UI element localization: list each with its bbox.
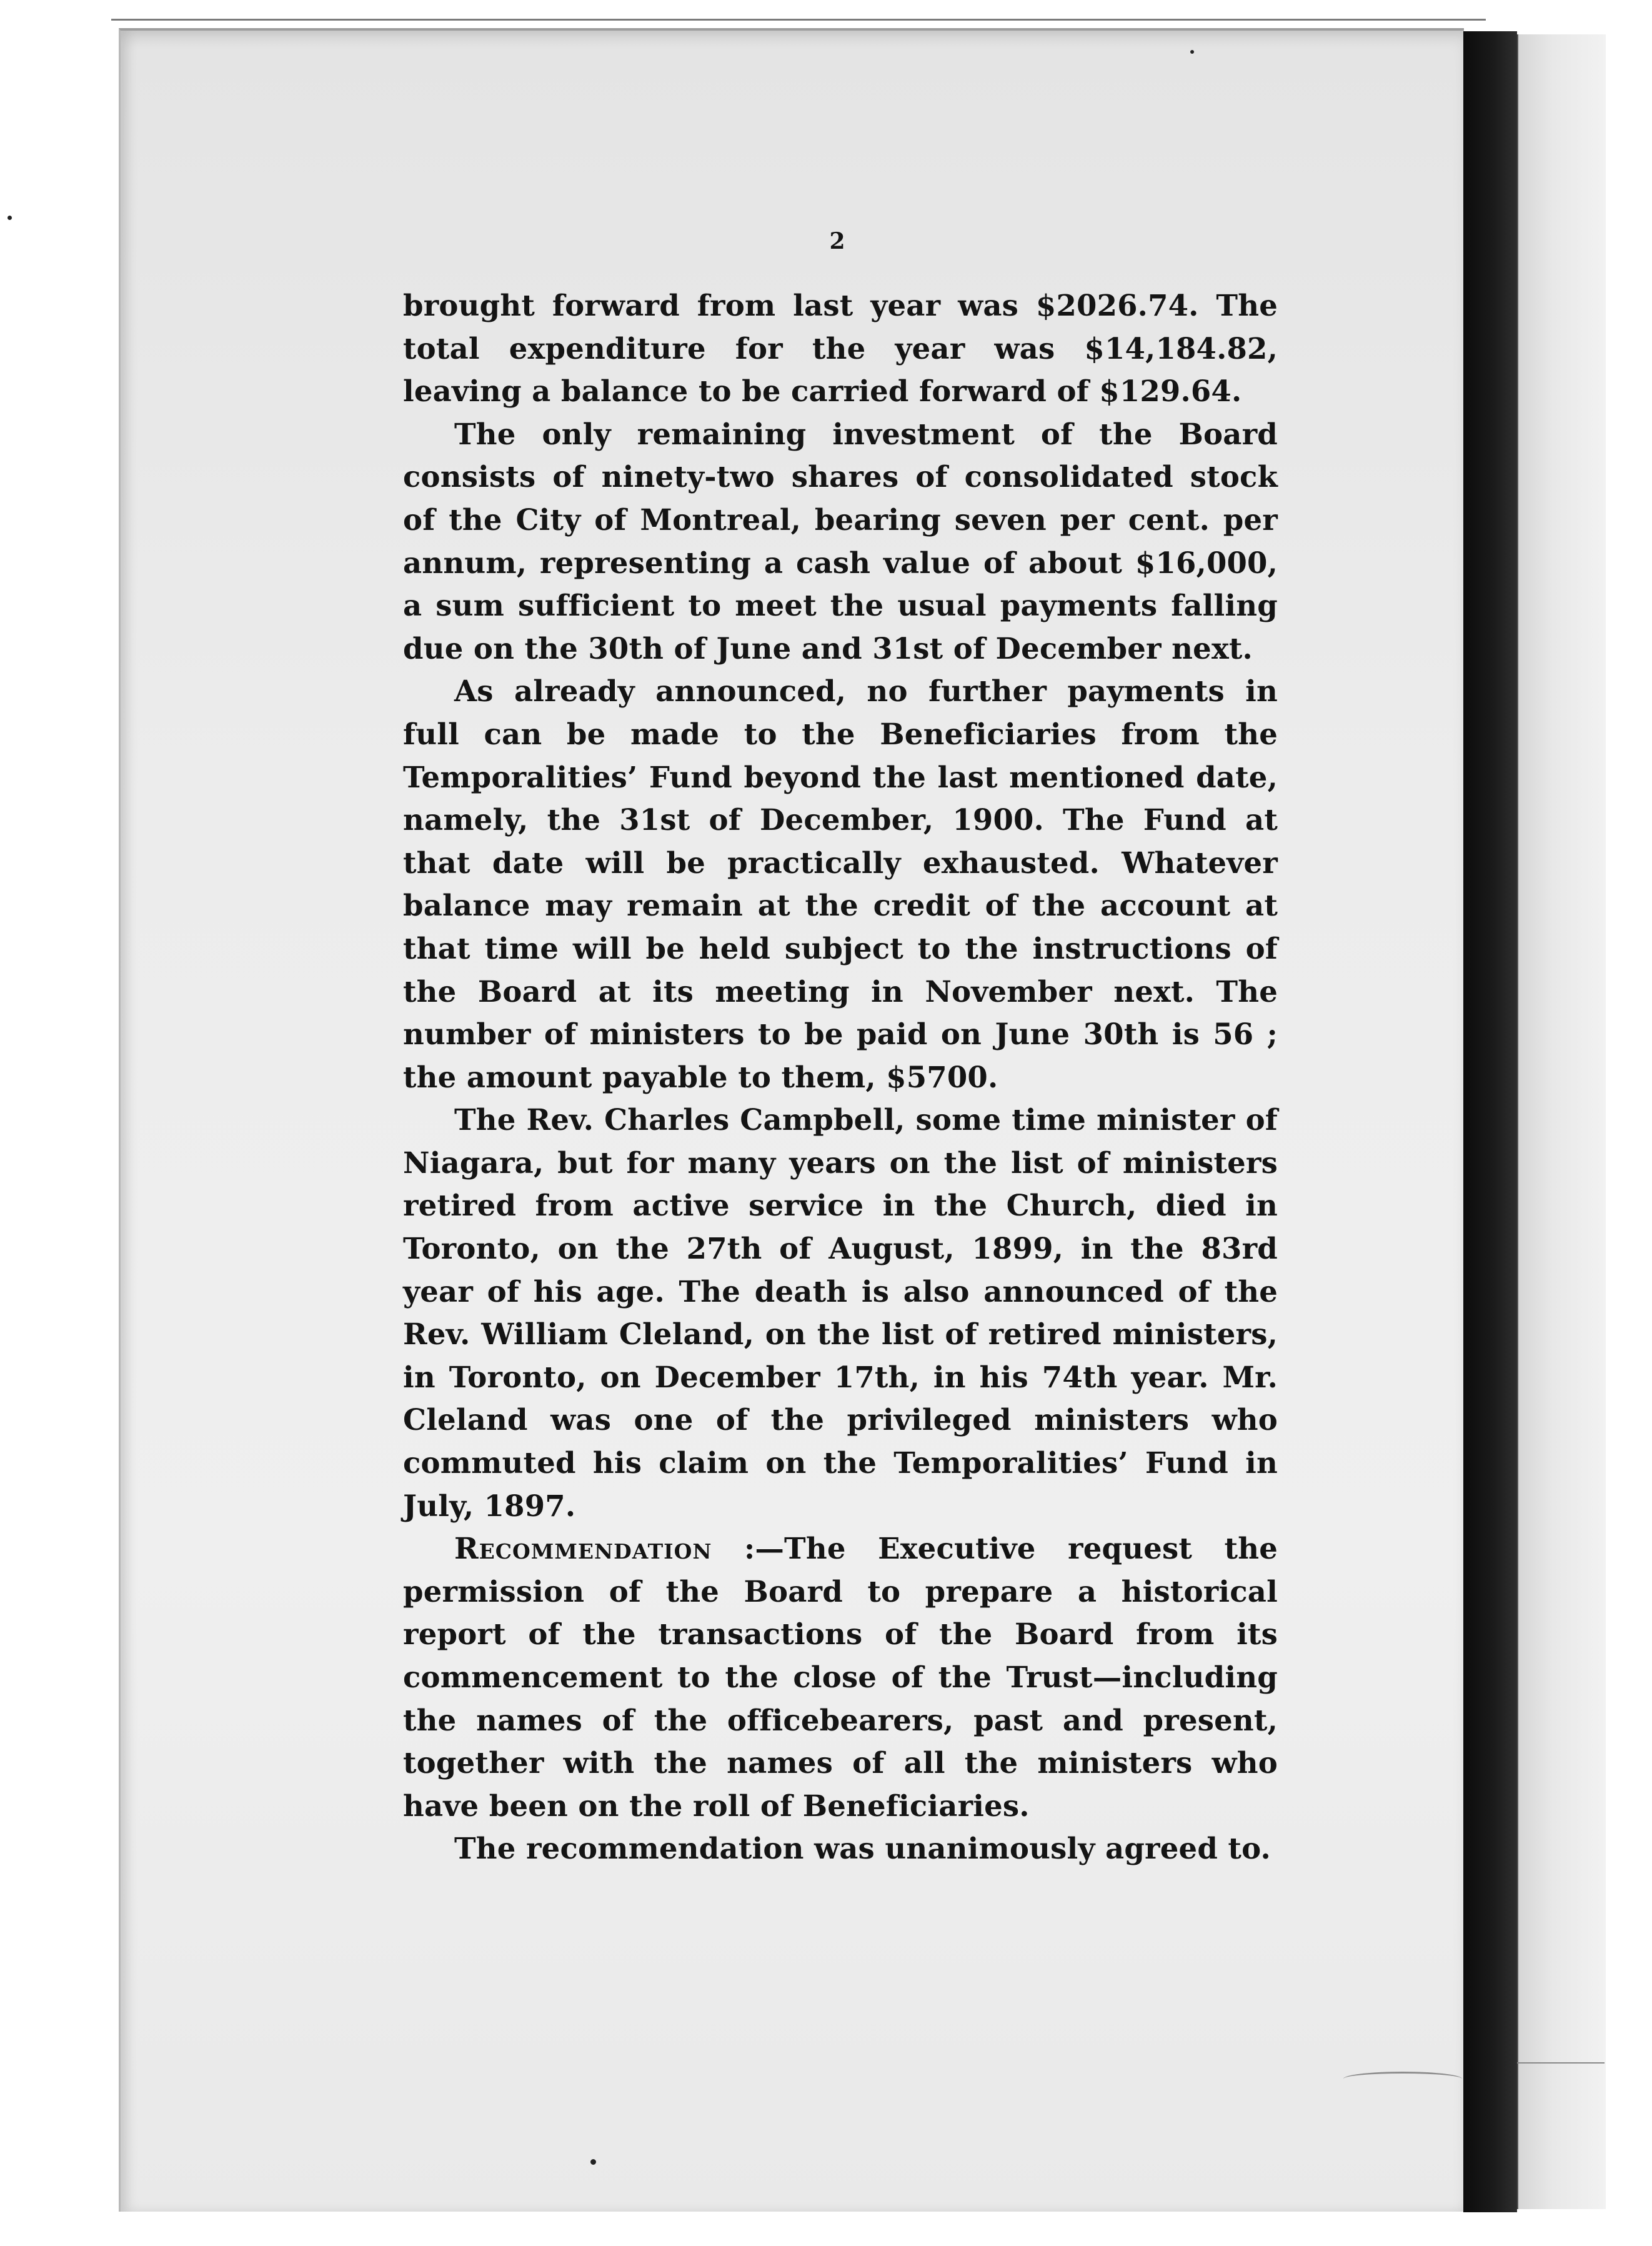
page-number: 2 <box>829 228 845 254</box>
paragraph-payments <box>403 670 1278 1099</box>
paragraph-investment <box>403 413 1278 671</box>
paragraph-text: brought forward from last year was $2026.74. The total expenditure for the year was $14,184.82, leaving a balance to be carried forward of $129.64. <box>403 288 1278 409</box>
book-gutter-shadow <box>1463 31 1517 2212</box>
recommendation-heading: Recommendation <box>454 1531 712 1566</box>
dust-speck <box>7 216 12 220</box>
paragraph-recommendation <box>403 1527 1278 1827</box>
facing-page-bottom-line <box>1517 2062 1605 2069</box>
dust-speck <box>590 2159 596 2165</box>
page-corner-curl <box>1343 2072 1462 2086</box>
paragraph-text: :—The Executive request the permission of the Board to prepare a historical report of the transactions of the Board from its commencement to the close of the Trust—including the names of the officebearers, past and present, together with the names of all the ministers who have been on the roll of Beneficiaries. <box>403 1531 1278 1823</box>
paragraph-balance <box>403 284 1278 413</box>
paragraph-text: The recommendation was unanimously agreed to. <box>454 1831 1271 1866</box>
body-text <box>403 284 1278 1870</box>
paragraph-obituaries <box>403 1099 1278 1527</box>
facing-page-edge <box>1517 34 1606 2209</box>
paragraph-text: As already announced, no further payments in full can be made to the Beneficiaries from the Temporalities’ Fund beyond the last mentioned date, namely, the 31st of December, 1900. The Fund at that date will be practically exhausted. Whatever balance may remain at the credit of the account at that time will be held subject to the instructions of the Board at its meeting in November next. The number of ministers to be paid on June 30th is 56 ; the amount payable to them, $5700. <box>403 674 1278 1094</box>
paragraph-agreement <box>403 1827 1278 1870</box>
paragraph-text: The Rev. Charles Campbell, some time minister of Niagara, but for many years on the list of ministers retired from active service in the Church, died in Toronto, on the 27th of August, 1899, in the 83rd year of his age. The death is also announced of the Rev. William Cleland, on the list of retired ministers, in Toronto, on December 17th, in his 74th year. Mr. Cleland was one of the privileged ministers who commuted his claim on the Temporalities’ Fund in July, 1897. <box>403 1102 1278 1523</box>
dust-speck <box>1190 50 1194 54</box>
paragraph-text: The only remaining investment of the Board consists of ninety-two shares of consolidated stock of the City of Montreal, bearing seven per cent. per annum, representing a cash value of about $16,000, a sum sufficient to meet the usual payments falling due on the 30th of June and 31st of December next. <box>403 416 1278 666</box>
